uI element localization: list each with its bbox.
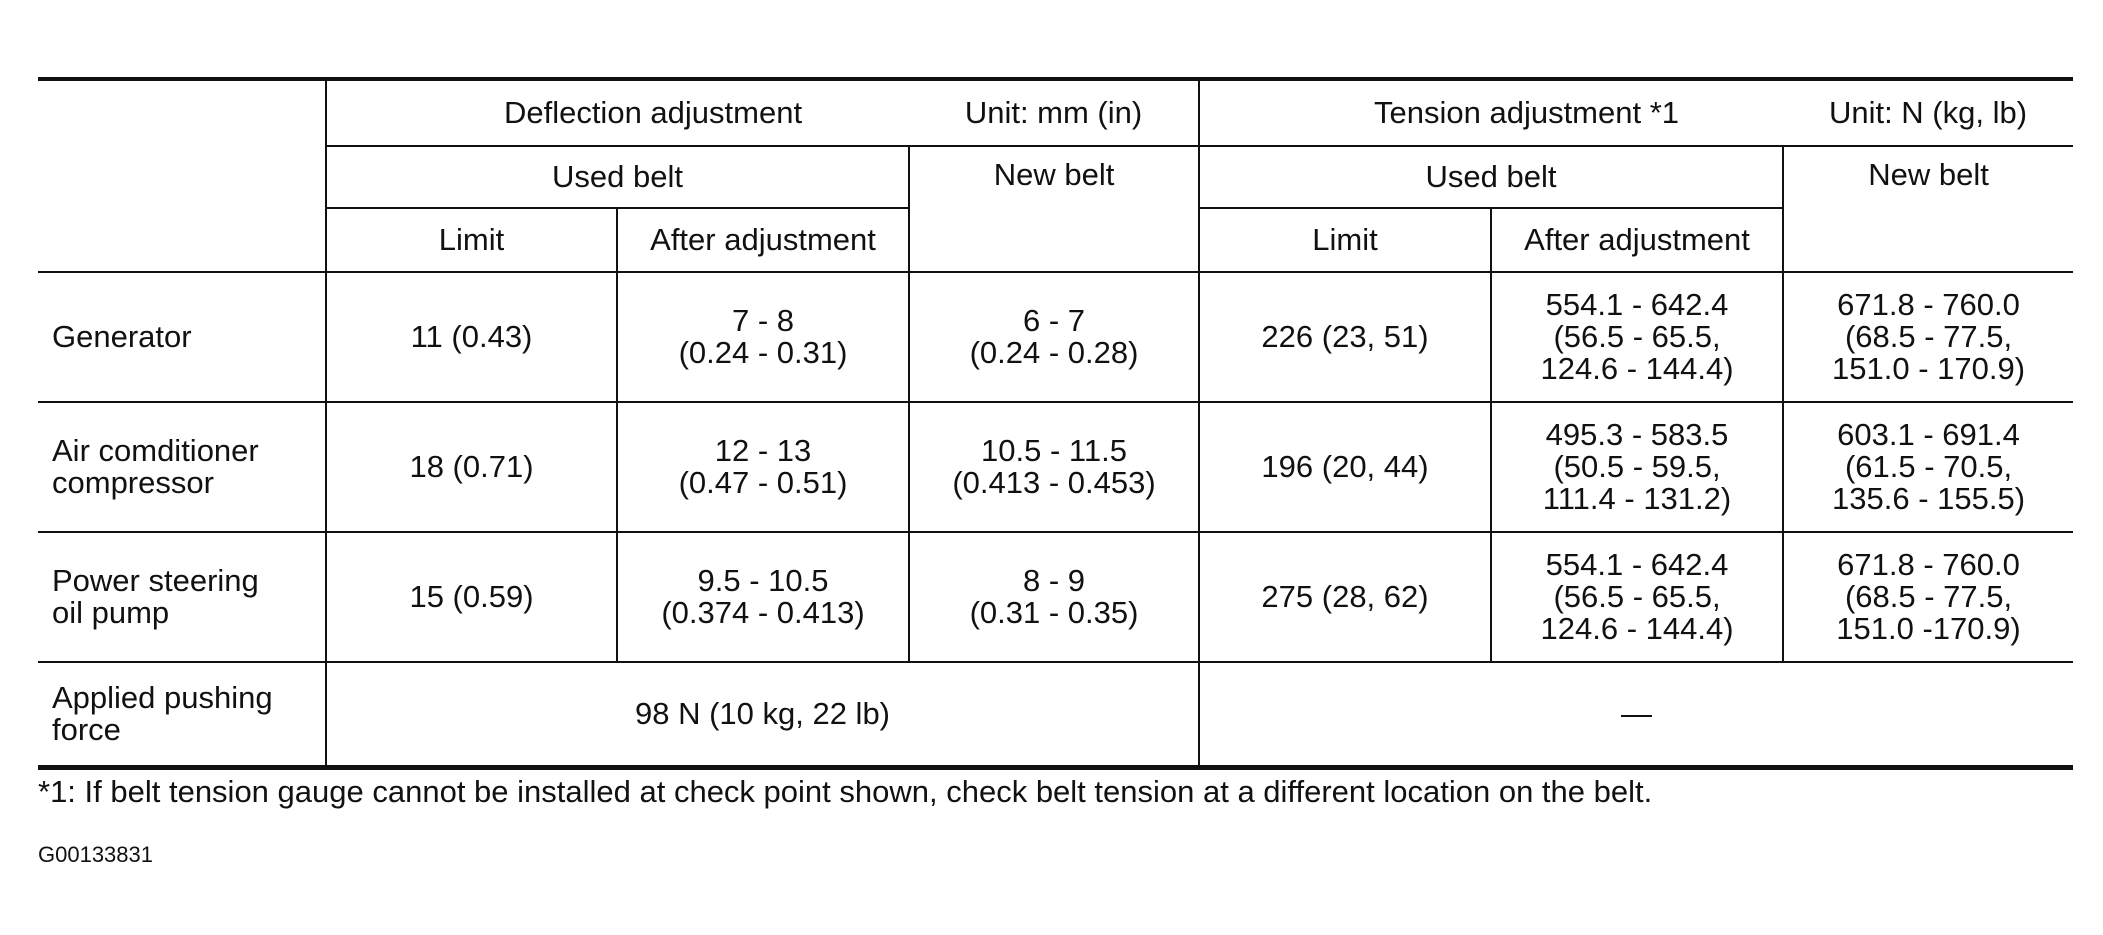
footnote: *1: If belt tension gauge cannot be installed at check point shown, check belt tension at a different location on the belt. xyxy=(38,774,1653,809)
deflection-title-cell xyxy=(326,79,909,146)
tension-unit-cell xyxy=(1783,79,2073,146)
deflection-limit-value: 15 (0.59) xyxy=(326,532,617,662)
deflection-after-value: 12 - 13 (0.47 - 0.51) xyxy=(617,402,909,532)
deflection-unit-cell xyxy=(909,79,1199,146)
deflection-after-value: 9.5 - 10.5 (0.374 - 0.413) xyxy=(617,532,909,662)
row-label: Applied pushing force xyxy=(38,662,326,768)
header-row-2 xyxy=(38,146,2073,208)
tension-new-value: 671.8 - 760.0 (68.5 - 77.5, 151.0 - 170.9) xyxy=(1783,272,2073,402)
row-label: Generator xyxy=(38,272,326,402)
tension-limit-value: 275 (28, 62) xyxy=(1199,532,1491,662)
deflection-limit-value: 11 (0.43) xyxy=(326,272,617,402)
tension-new-value: 603.1 - 691.4 (61.5 - 70.5, 135.6 - 155.5) xyxy=(1783,402,2073,532)
header-row-1 xyxy=(38,79,2073,146)
deflection-unit: Unit: mm (in) xyxy=(964,95,1143,130)
applied-force-tension-value: — xyxy=(1199,662,2073,768)
corner-empty-cell xyxy=(38,79,326,272)
tension-after-value: 554.1 - 642.4 (56.5 - 65.5, 124.6 - 144.4) xyxy=(1491,272,1783,402)
deflection-after-adjustment-header: After adjustment xyxy=(617,208,909,272)
tension-title: Tension adjustment *1 xyxy=(1374,95,1680,130)
table-row-generator xyxy=(38,272,2073,402)
tension-limit-header: Limit xyxy=(1199,208,1491,272)
row-label: Air comditioner compressor xyxy=(38,402,326,532)
tension-title-cell xyxy=(1199,79,1783,146)
applied-force-deflection-value: 98 N (10 kg, 22 lb) xyxy=(326,662,1199,768)
deflection-new-belt-header: New belt xyxy=(909,146,1199,272)
deflection-used-belt-header: Used belt xyxy=(326,146,909,208)
table-row-applied-pushing-force xyxy=(38,662,2073,768)
belt-tension-spec-table xyxy=(38,77,2073,770)
deflection-new-value: 8 - 9 (0.31 - 0.35) xyxy=(909,532,1199,662)
tension-new-value: 671.8 - 760.0 (68.5 - 77.5, 151.0 -170.9) xyxy=(1783,532,2073,662)
figure-code: G00133831 xyxy=(38,842,153,867)
table-row-power-steering-oil-pump xyxy=(38,532,2073,662)
deflection-limit-header: Limit xyxy=(326,208,617,272)
deflection-new-value: 10.5 - 11.5 (0.413 - 0.453) xyxy=(909,402,1199,532)
tension-unit: Unit: N (kg, lb) xyxy=(1828,95,2028,130)
tension-used-belt-header: Used belt xyxy=(1199,146,1783,208)
deflection-title: Deflection adjustment xyxy=(503,95,803,130)
deflection-limit-value: 18 (0.71) xyxy=(326,402,617,532)
tension-after-value: 554.1 - 642.4 (56.5 - 65.5, 124.6 - 144.4) xyxy=(1491,532,1783,662)
tension-after-value: 495.3 - 583.5 (50.5 - 59.5, 111.4 - 131.2) xyxy=(1491,402,1783,532)
deflection-new-value: 6 - 7 (0.24 - 0.28) xyxy=(909,272,1199,402)
deflection-after-value: 7 - 8 (0.24 - 0.31) xyxy=(617,272,909,402)
row-label: Power steering oil pump xyxy=(38,532,326,662)
table-row-air-conditioner-compressor xyxy=(38,402,2073,532)
tension-after-adjustment-header: After adjustment xyxy=(1491,208,1783,272)
tension-limit-value: 226 (23, 51) xyxy=(1199,272,1491,402)
tension-limit-value: 196 (20, 44) xyxy=(1199,402,1491,532)
tension-new-belt-header: New belt xyxy=(1783,146,2073,272)
